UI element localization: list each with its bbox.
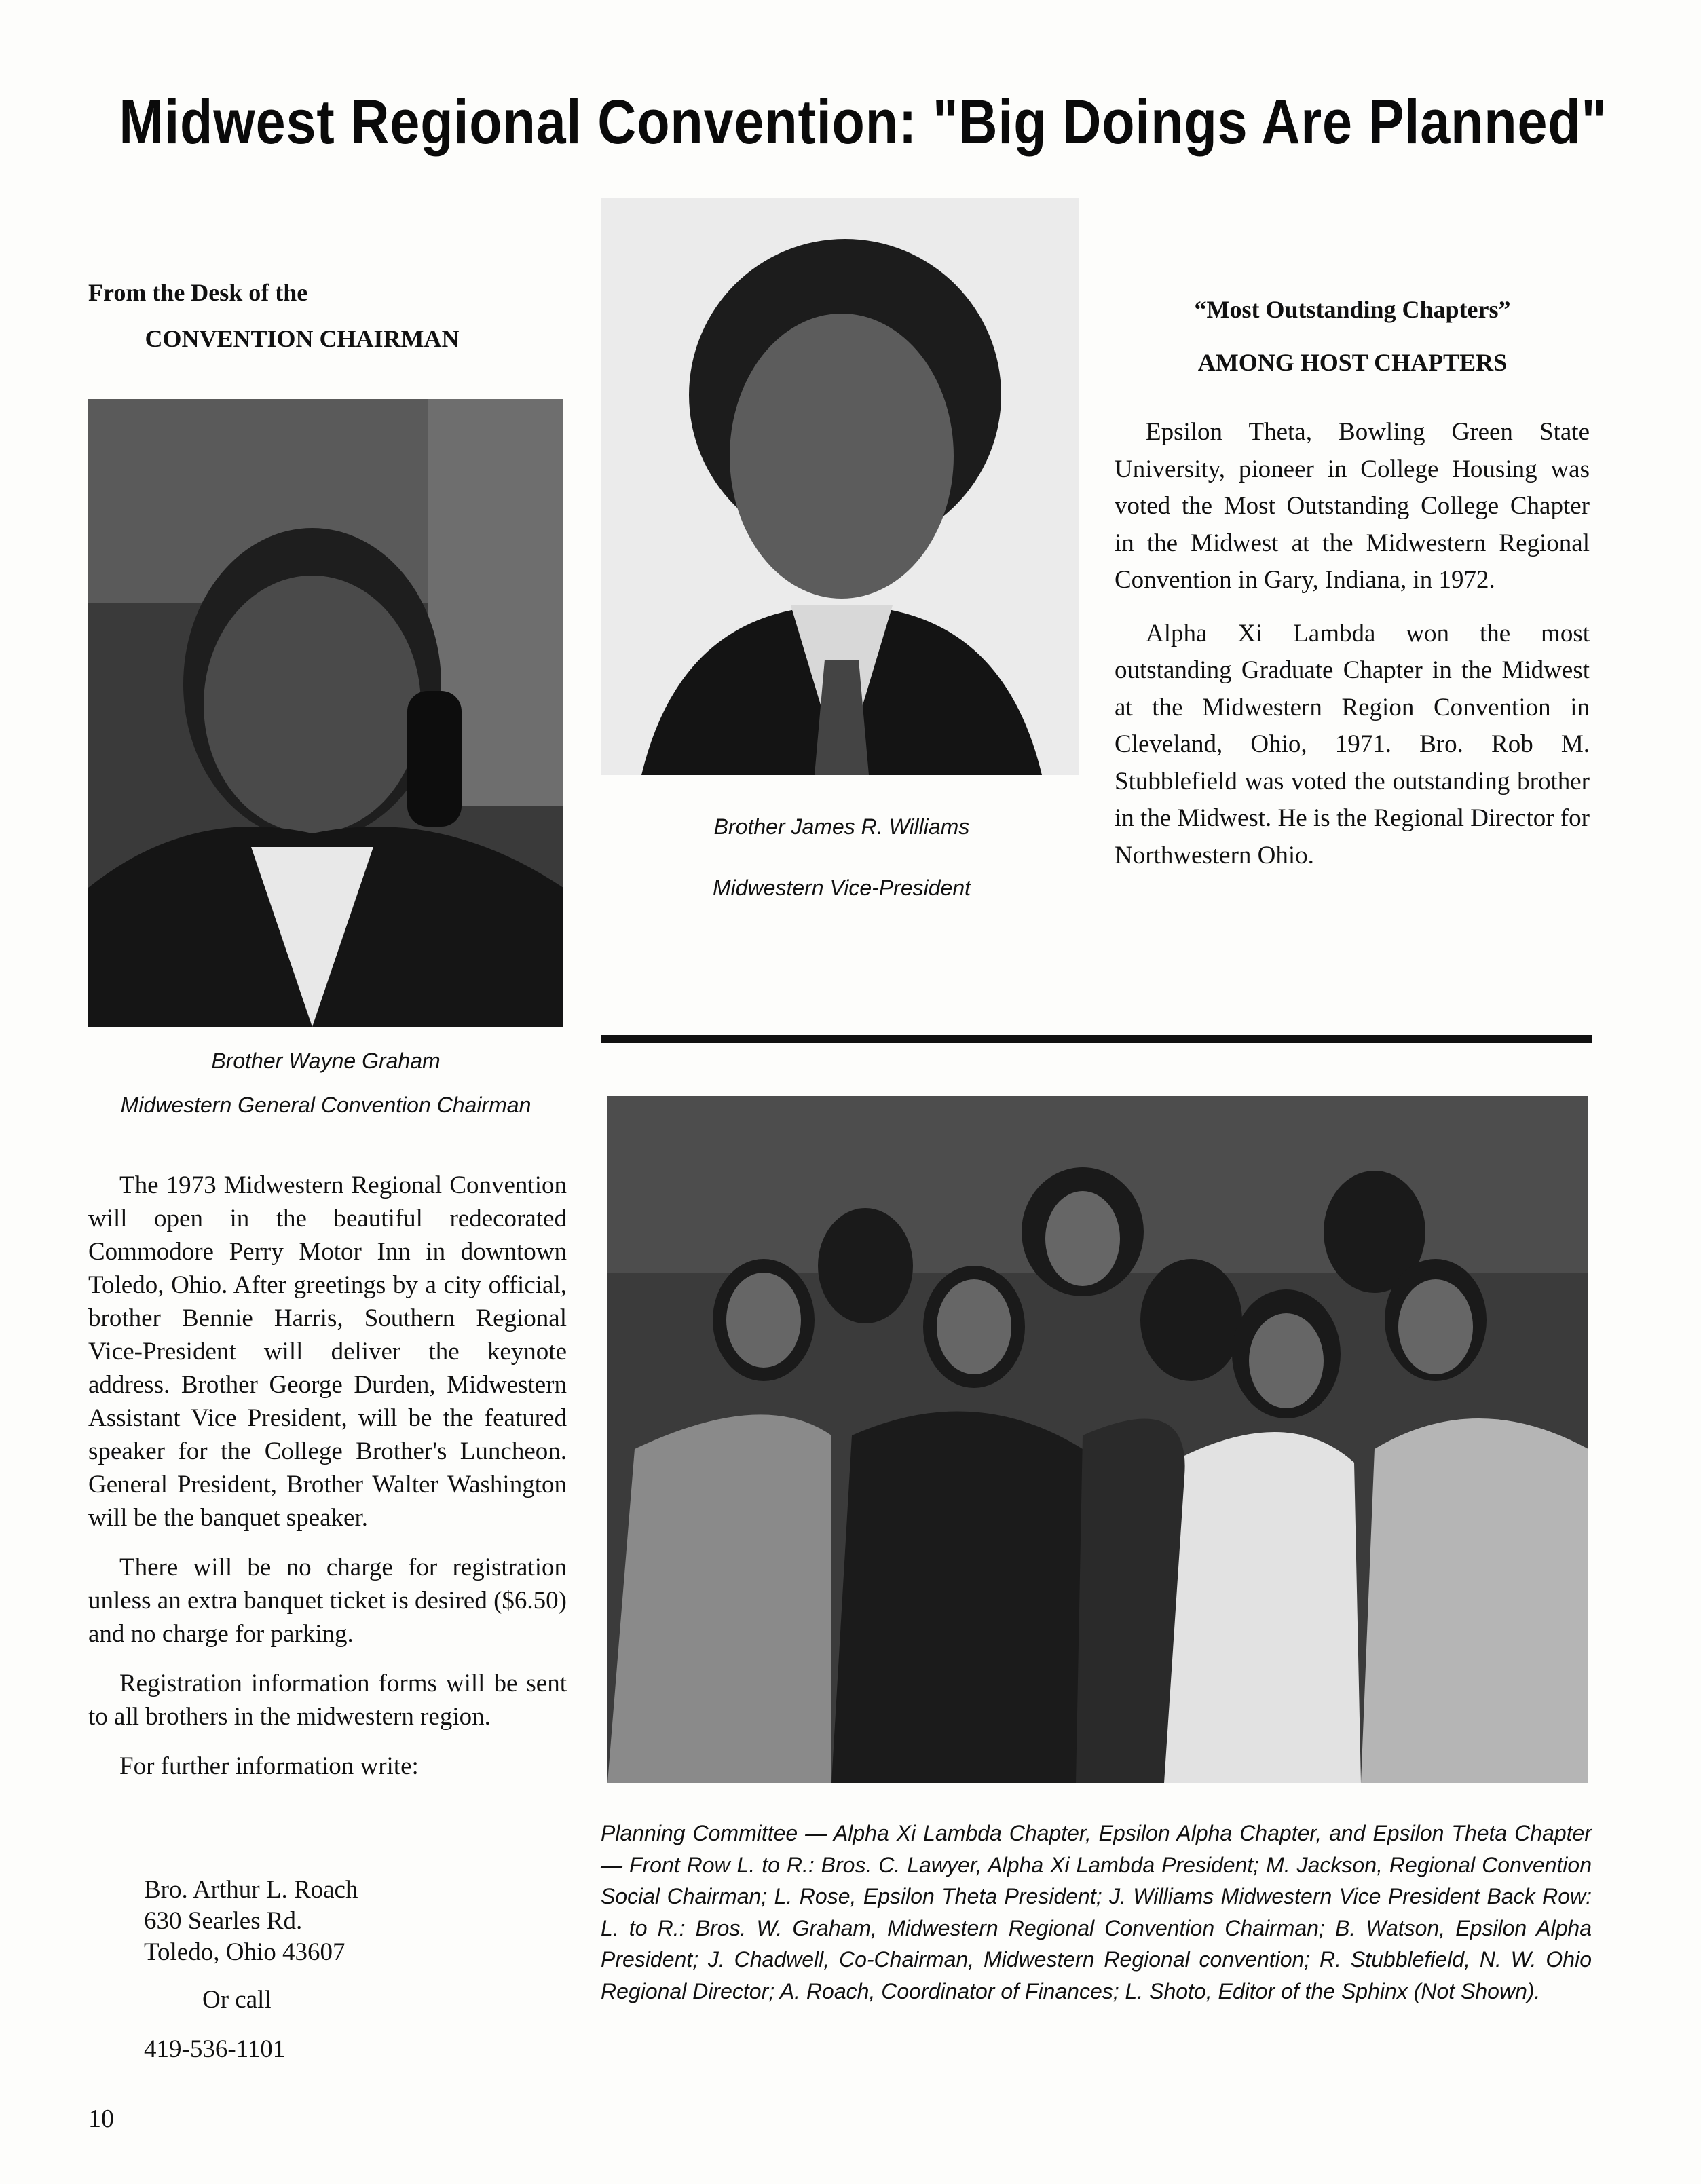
portrait-williams-image — [601, 198, 1079, 775]
address-line-3: Toledo, Ohio 43607 — [144, 1938, 345, 1966]
desk-line-1: From the Desk of the — [88, 279, 308, 306]
page-headline: Midwest Regional Convention: "Big Doings Are Planned" — [119, 88, 1607, 157]
photo-wayne-graham — [88, 399, 563, 1027]
portrait-graham-image — [88, 399, 563, 1027]
graham-caption-name: Brother Wayne Graham — [211, 1049, 441, 1073]
right-paragraph-2: Alpha Xi Lambda won the most outstanding Graduate Chapter in the Midwest at the Midwestern Region Convention in Cleveland, Ohio, 1971. Bro. Rob M. Stubblefield was voted the outstanding brother in the Midwest. He is the Regional Director for Northwestern Ohio. — [1115, 619, 1590, 869]
left-paragraph-1: The 1973 Midwestern Regional Convention will open in the beautiful redecorated Commodore Perry Motor Inn in downtown Toledo, Ohio. After greetings by a city official, brother Bennie Harris, Southern Regional Vice-President will deliver the keynote address. Brother George Durden, Midwestern Assistant Vice President, will be the featured speaker for the College Brother's Luncheon. General President, Brother Walter Washington will be the banquet speaker. — [88, 1171, 567, 1532]
desk-line-2: CONVENTION CHAIRMAN — [145, 325, 460, 352]
group-photo-image — [608, 1096, 1588, 1783]
group-photo-caption: Planning Committee — Alpha Xi Lambda Chapter, Epsilon Alpha Chapter, and Epsilon Theta Chapter — Front Row L. to R.: Bros. C. Lawyer, Alpha Xi Lambda President; M. Jackson, Regional Convention Social Chairman; L. Rose, Epsilon Theta President; J. Williams Midwestern Vice President Back Row: L. to R.: Bros. W. Graham, Midwestern Regional Convention Chairman; B. Watson, Epsilon Alpha President; J. Chadwell, Co-Chairman, Midwestern Regional convention; R. Stubblefield, N. W. Ohio Regional Director; A. Roach, Coordinator of Finances; L. Shoto, Editor of the Sphinx (Not Shown). — [601, 1821, 1592, 2003]
phone-number: 419-536-1101 — [144, 2035, 286, 2063]
group-photo — [608, 1096, 1588, 1783]
left-body — [88, 1169, 567, 1799]
section-divider — [601, 1035, 1592, 1043]
photo-james-williams — [601, 198, 1079, 775]
right-body — [1115, 414, 1590, 890]
williams-caption-name: Brother James R. Williams — [713, 814, 970, 839]
right-heading-2: AMONG HOST CHAPTERS — [1197, 349, 1508, 376]
williams-caption-title: Midwestern Vice-President — [712, 876, 971, 900]
right-heading-1: “Most Outstanding Chapters” — [1194, 296, 1511, 323]
left-paragraph-4: For further information write: — [119, 1752, 419, 1780]
address-line-1: Bro. Arthur L. Roach — [144, 1876, 358, 1904]
graham-caption-title: Midwestern General Convention Chairman — [120, 1093, 531, 1117]
page-number: 10 — [88, 2105, 114, 2133]
left-paragraph-2: There will be no charge for registration unless an extra banquet ticket is desired ($6.50) and no charge for parking. — [88, 1554, 567, 1648]
address-line-2: 630 Searles Rd. — [144, 1907, 303, 1935]
or-call: Or call — [202, 1986, 272, 2014]
left-paragraph-3: Registration information forms will be sent to all brothers in the midwestern region. — [88, 1670, 567, 1731]
address-block — [144, 1875, 358, 1968]
right-paragraph-1: Epsilon Theta, Bowling Green State University, pioneer in College Housing was voted the Most Outstanding College Chapter in the Midwest at the Midwestern Regional Convention in Gary, Indiana, in 1972. — [1115, 418, 1590, 594]
